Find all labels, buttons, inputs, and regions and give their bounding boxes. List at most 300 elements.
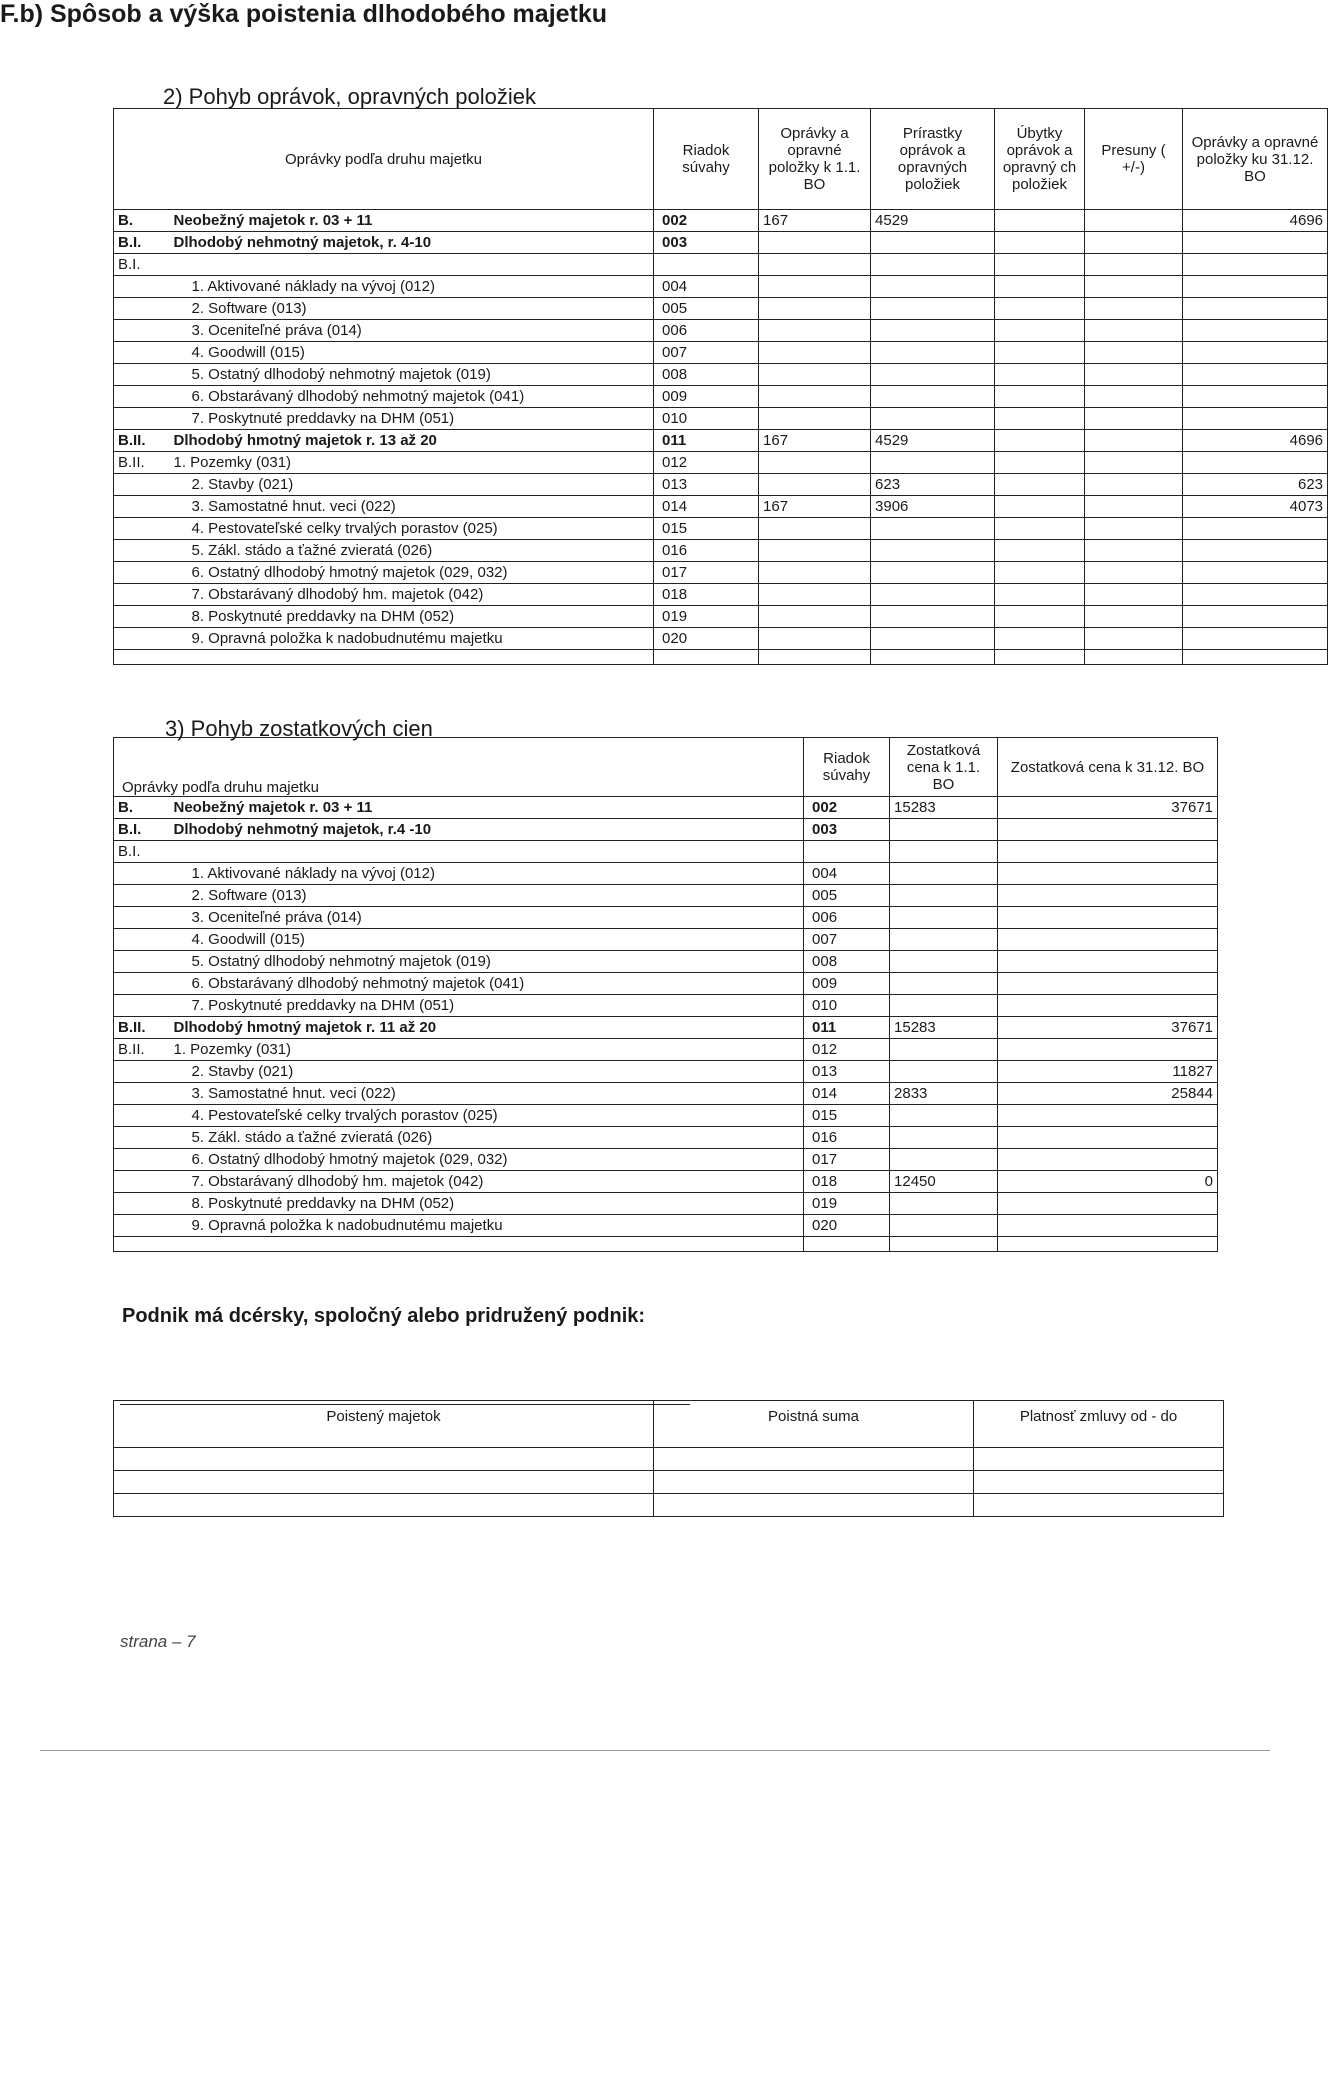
cell-increase: 623 (871, 474, 995, 496)
row-number: 013 (804, 1061, 890, 1083)
cell-closing (998, 819, 1218, 841)
cell-opening (890, 973, 998, 995)
cell-closing: 37671 (998, 797, 1218, 819)
cell-decrease (995, 320, 1085, 342)
table-row (114, 606, 1328, 628)
cell-closing (998, 973, 1218, 995)
cell-decrease (995, 430, 1085, 452)
subsidiary-question: Podnik má dcérsky, spoločný alebo pridružený podnik: (122, 1305, 646, 1327)
table-cell (114, 1448, 654, 1471)
cell-closing (1183, 364, 1328, 386)
row-section-code (114, 995, 170, 1017)
cell-decrease (995, 584, 1085, 606)
row-label: 6. Ostatný dlhodobý hmotný majetok (029, 032) (170, 1149, 804, 1171)
row-number: 015 (804, 1105, 890, 1127)
row-label: 6. Obstarávaný dlhodobý nehmotný majetok (041) (170, 973, 804, 995)
accumulated-depreciation-table (113, 108, 1328, 665)
row-number: 008 (804, 951, 890, 973)
header-insured-asset: Poistený majetok (114, 1401, 654, 1448)
row-number: 018 (804, 1171, 890, 1193)
table-cell (974, 1494, 1224, 1517)
row-label (170, 254, 654, 276)
cell-increase (871, 276, 995, 298)
header-closing: Zostatková cena k 31.12. BO (998, 738, 1218, 797)
cell-transfer (1085, 474, 1183, 496)
row-section-code (114, 1215, 170, 1237)
cell-transfer (1085, 518, 1183, 540)
cell-opening (890, 819, 998, 841)
row-number: 014 (654, 496, 759, 518)
spacer-cell (890, 1237, 998, 1252)
cell-transfer (1085, 562, 1183, 584)
cell-opening (890, 995, 998, 1017)
row-label: Neobežný majetok r. 03 + 11 (170, 797, 804, 819)
cell-transfer (1085, 276, 1183, 298)
cell-closing: 0 (998, 1171, 1218, 1193)
cell-opening (890, 929, 998, 951)
table-cell (654, 1448, 974, 1471)
cell-increase (871, 386, 995, 408)
table-row (114, 232, 1328, 254)
table-row (114, 584, 1328, 606)
table-row (114, 1017, 1218, 1039)
row-label: 8. Poskytnuté preddavky na DHM (052) (170, 606, 654, 628)
header-row-number: Riadok súvahy (804, 738, 890, 797)
row-number: 019 (804, 1193, 890, 1215)
cell-closing (1183, 342, 1328, 364)
cell-opening (759, 452, 871, 474)
cell-closing: 623 (1183, 474, 1328, 496)
header-decrease: Úbytky oprávok a opravný ch položiek (995, 109, 1085, 210)
row-label: 9. Opravná položka k nadobudnutému majetku (170, 628, 654, 650)
table-row (114, 841, 1218, 863)
row-section-code (114, 907, 170, 929)
row-section-code (114, 1083, 170, 1105)
row-label: 5. Ostatný dlhodobý nehmotný majetok (019) (170, 951, 804, 973)
table-row (114, 995, 1218, 1017)
row-number: 010 (804, 995, 890, 1017)
cell-increase (871, 606, 995, 628)
table-spacer-row (114, 650, 1328, 665)
cell-transfer (1085, 254, 1183, 276)
row-section-code (114, 973, 170, 995)
cell-closing: 37671 (998, 1017, 1218, 1039)
cell-decrease (995, 254, 1085, 276)
row-number: 018 (654, 584, 759, 606)
cell-decrease (995, 408, 1085, 430)
table-row (114, 386, 1328, 408)
row-label: 2. Stavby (021) (170, 1061, 804, 1083)
row-section-code (114, 628, 170, 650)
table-row (114, 496, 1328, 518)
table-row (114, 430, 1328, 452)
cell-opening (759, 408, 871, 430)
cell-decrease (995, 540, 1085, 562)
row-section-code: B. (114, 797, 170, 819)
cell-opening (759, 254, 871, 276)
cell-closing (998, 1127, 1218, 1149)
table-row (114, 1494, 1224, 1517)
row-label: 5. Zákl. stádo a ťažné zvieratá (026) (170, 540, 654, 562)
row-section-code: B.II. (114, 452, 170, 474)
cell-decrease (995, 606, 1085, 628)
row-label: 4. Pestovateľské celky trvalých porastov (025) (170, 518, 654, 540)
row-number: 020 (804, 1215, 890, 1237)
table-row (114, 1039, 1218, 1061)
row-section-code (114, 474, 170, 496)
cell-opening (890, 863, 998, 885)
cell-opening (759, 562, 871, 584)
cell-decrease (995, 342, 1085, 364)
table-row (114, 1127, 1218, 1149)
cell-closing (1183, 386, 1328, 408)
cell-opening (890, 907, 998, 929)
row-section-code (114, 863, 170, 885)
spacer-cell (998, 1237, 1218, 1252)
table-row (114, 474, 1328, 496)
row-number (804, 841, 890, 863)
spacer-cell (170, 1237, 804, 1252)
spacer-cell (1183, 650, 1328, 665)
row-label (170, 841, 804, 863)
table-row (114, 452, 1328, 474)
cell-increase (871, 320, 995, 342)
table-row (114, 1149, 1218, 1171)
row-section-code: B.I. (114, 254, 170, 276)
row-label: 1. Aktivované náklady na vývoj (012) (170, 863, 804, 885)
table-row (114, 1448, 1224, 1471)
cell-increase (871, 518, 995, 540)
cell-opening (759, 298, 871, 320)
cell-increase (871, 408, 995, 430)
table-row (114, 1061, 1218, 1083)
cell-increase (871, 452, 995, 474)
row-label: Dlhodobý hmotný majetok r. 13 až 20 (170, 430, 654, 452)
header-asset-type: Oprávky podľa druhu majetku (114, 738, 804, 797)
cell-opening (759, 386, 871, 408)
row-number: 016 (654, 540, 759, 562)
row-label: Dlhodobý hmotný majetok r. 11 až 20 (170, 1017, 804, 1039)
cell-transfer (1085, 584, 1183, 606)
row-number: 002 (804, 797, 890, 819)
row-label: 7. Obstarávaný dlhodobý hm. majetok (042) (170, 1171, 804, 1193)
table-row (114, 1193, 1218, 1215)
cell-transfer (1085, 628, 1183, 650)
cell-decrease (995, 364, 1085, 386)
header-increase: Prírastky oprávok a opravných položiek (871, 109, 995, 210)
row-label: 2. Software (013) (170, 298, 654, 320)
row-section-code: B.I. (114, 819, 170, 841)
cell-opening (890, 1127, 998, 1149)
cell-opening (890, 1215, 998, 1237)
section-3-title: 3) Pohyb zostatkových cien (165, 716, 433, 741)
header-contract-validity: Platnosť zmluvy od - do (974, 1401, 1224, 1448)
cell-opening: 167 (759, 430, 871, 452)
cell-increase: 4529 (871, 210, 995, 232)
row-number: 014 (804, 1083, 890, 1105)
cell-closing (998, 995, 1218, 1017)
cell-opening (890, 841, 998, 863)
row-label: 8. Poskytnuté preddavky na DHM (052) (170, 1193, 804, 1215)
row-section-code (114, 540, 170, 562)
row-number: 013 (654, 474, 759, 496)
spacer-cell (114, 650, 170, 665)
cell-transfer (1085, 342, 1183, 364)
cell-decrease (995, 276, 1085, 298)
cell-decrease (995, 562, 1085, 584)
cell-increase (871, 232, 995, 254)
table-row (114, 907, 1218, 929)
row-label: 2. Stavby (021) (170, 474, 654, 496)
row-label: 1. Aktivované náklady na vývoj (012) (170, 276, 654, 298)
cell-closing (1183, 584, 1328, 606)
cell-closing (1183, 518, 1328, 540)
residual-value-table (113, 737, 1218, 1252)
row-section-code (114, 1171, 170, 1193)
page-number: strana – 7 (120, 1632, 196, 1651)
row-number: 017 (654, 562, 759, 584)
row-section-code (114, 562, 170, 584)
cell-closing: 4696 (1183, 210, 1328, 232)
cell-closing (1183, 276, 1328, 298)
table-row (114, 254, 1328, 276)
cell-closing (998, 841, 1218, 863)
row-label: 6. Ostatný dlhodobý hmotný majetok (029, 032) (170, 562, 654, 584)
row-number: 003 (654, 232, 759, 254)
cell-decrease (995, 474, 1085, 496)
table-row (114, 1083, 1218, 1105)
row-section-code (114, 298, 170, 320)
cell-increase (871, 628, 995, 650)
spacer-cell (995, 650, 1085, 665)
row-number: 015 (654, 518, 759, 540)
cell-opening (890, 1105, 998, 1127)
cell-decrease (995, 232, 1085, 254)
row-number: 019 (654, 606, 759, 628)
cell-closing (998, 1105, 1218, 1127)
cell-opening: 12450 (890, 1171, 998, 1193)
row-section-code (114, 276, 170, 298)
table-header-row (114, 738, 1218, 797)
cell-decrease (995, 298, 1085, 320)
cell-transfer (1085, 540, 1183, 562)
row-section-code (114, 584, 170, 606)
row-label: 5. Ostatný dlhodobý nehmotný majetok (019) (170, 364, 654, 386)
row-section-code (114, 951, 170, 973)
cell-closing (1183, 540, 1328, 562)
row-section-code: B.II. (114, 1039, 170, 1061)
spacer-cell (1085, 650, 1183, 665)
cell-closing: 11827 (998, 1061, 1218, 1083)
table-cell (654, 1471, 974, 1494)
section-2-title: 2) Pohyb oprávok, opravných položiek (163, 84, 536, 109)
spacer-cell (804, 1237, 890, 1252)
row-label: 1. Pozemky (031) (170, 1039, 804, 1061)
cell-closing (1183, 628, 1328, 650)
table-header-row (114, 109, 1328, 210)
row-section-code (114, 1193, 170, 1215)
cell-opening: 2833 (890, 1083, 998, 1105)
table-row (114, 342, 1328, 364)
table-row (114, 540, 1328, 562)
table-row (114, 951, 1218, 973)
cell-closing: 4073 (1183, 496, 1328, 518)
row-section-code (114, 342, 170, 364)
cell-increase (871, 364, 995, 386)
row-number: 009 (804, 973, 890, 995)
row-label: 7. Poskytnuté preddavky na DHM (051) (170, 408, 654, 430)
row-section-code (114, 885, 170, 907)
table-row (114, 210, 1328, 232)
table-header-row (114, 1401, 1224, 1448)
row-section-code: B.II. (114, 430, 170, 452)
row-number: 010 (654, 408, 759, 430)
cell-decrease (995, 210, 1085, 232)
cell-decrease (995, 628, 1085, 650)
cell-closing: 4696 (1183, 430, 1328, 452)
cell-closing (1183, 452, 1328, 474)
row-label: Neobežný majetok r. 03 + 11 (170, 210, 654, 232)
row-number (654, 254, 759, 276)
cell-closing (998, 885, 1218, 907)
cell-closing (1183, 408, 1328, 430)
cell-decrease (995, 452, 1085, 474)
cell-opening (890, 951, 998, 973)
row-number: 002 (654, 210, 759, 232)
table-row (114, 797, 1218, 819)
cell-transfer (1085, 210, 1183, 232)
cell-closing (1183, 254, 1328, 276)
row-number: 012 (804, 1039, 890, 1061)
row-label: 4. Pestovateľské celky trvalých porastov (025) (170, 1105, 804, 1127)
cell-opening (759, 518, 871, 540)
cell-opening (890, 1193, 998, 1215)
row-label: 5. Zákl. stádo a ťažné zvieratá (026) (170, 1127, 804, 1149)
cell-decrease (995, 386, 1085, 408)
cell-opening (759, 474, 871, 496)
table-row (114, 518, 1328, 540)
row-label: 3. Samostatné hnut. veci (022) (170, 496, 654, 518)
table-row (114, 819, 1218, 841)
row-number: 017 (804, 1149, 890, 1171)
row-number: 007 (804, 929, 890, 951)
row-number: 016 (804, 1127, 890, 1149)
cell-opening (759, 276, 871, 298)
cell-increase (871, 298, 995, 320)
table-cell (114, 1471, 654, 1494)
row-section-code (114, 408, 170, 430)
cell-transfer (1085, 408, 1183, 430)
row-section-code: B.I. (114, 232, 170, 254)
cell-closing: 25844 (998, 1083, 1218, 1105)
cell-closing (998, 1149, 1218, 1171)
row-section-code (114, 364, 170, 386)
header-transfer: Presuny ( +/-) (1085, 109, 1183, 210)
cell-opening (890, 1039, 998, 1061)
table-cell (114, 1494, 654, 1517)
cell-opening (759, 320, 871, 342)
row-number: 003 (804, 819, 890, 841)
cell-transfer (1085, 430, 1183, 452)
row-label: 3. Oceniteľné práva (014) (170, 320, 654, 342)
cell-increase (871, 540, 995, 562)
table-row (114, 929, 1218, 951)
header-asset-type: Oprávky podľa druhu majetku (114, 109, 654, 210)
spacer-cell (170, 650, 654, 665)
table-row (114, 320, 1328, 342)
row-section-code (114, 1105, 170, 1127)
spacer-cell (871, 650, 995, 665)
table-cell (974, 1471, 1224, 1494)
cell-transfer (1085, 386, 1183, 408)
cell-opening (759, 628, 871, 650)
cell-opening: 167 (759, 496, 871, 518)
cell-closing (998, 1193, 1218, 1215)
row-label: 7. Obstarávaný dlhodobý hm. majetok (042) (170, 584, 654, 606)
header-opening: Oprávky a opravné položky k 1.1. BO (759, 109, 871, 210)
table-row (114, 863, 1218, 885)
cell-transfer (1085, 452, 1183, 474)
insurance-table (113, 1400, 1224, 1517)
row-section-code (114, 320, 170, 342)
table-row (114, 628, 1328, 650)
cell-transfer (1085, 364, 1183, 386)
cell-increase (871, 342, 995, 364)
row-number: 006 (804, 907, 890, 929)
cell-increase: 3906 (871, 496, 995, 518)
row-label: 4. Goodwill (015) (170, 342, 654, 364)
cell-opening (759, 584, 871, 606)
table-spacer-row (114, 1237, 1218, 1252)
cell-opening (890, 1061, 998, 1083)
cell-increase (871, 584, 995, 606)
cell-opening: 167 (759, 210, 871, 232)
page-bottom-rule (40, 1750, 1270, 1751)
cell-opening (759, 540, 871, 562)
row-section-code: B.II. (114, 1017, 170, 1039)
section-fb-title: F.b) Spôsob a výška poistenia dlhodobého majetku (0, 0, 608, 28)
cell-opening (759, 364, 871, 386)
row-number: 011 (804, 1017, 890, 1039)
cell-closing (998, 1215, 1218, 1237)
row-section-code: B.I. (114, 841, 170, 863)
cell-closing (998, 907, 1218, 929)
cell-transfer (1085, 232, 1183, 254)
row-section-code (114, 929, 170, 951)
cell-transfer (1085, 320, 1183, 342)
header-opening: Zostatková cena k 1.1. BO (890, 738, 998, 797)
row-number: 006 (654, 320, 759, 342)
spacer-cell (654, 650, 759, 665)
row-section-code (114, 1149, 170, 1171)
cell-closing (1183, 606, 1328, 628)
row-number: 005 (654, 298, 759, 320)
table-row (114, 276, 1328, 298)
header-row-number: Riadok súvahy (654, 109, 759, 210)
cell-opening: 15283 (890, 1017, 998, 1039)
row-label: 1. Pozemky (031) (170, 452, 654, 474)
table-row (114, 562, 1328, 584)
row-label: 7. Poskytnuté preddavky na DHM (051) (170, 995, 804, 1017)
header-insured-sum: Poistná suma (654, 1401, 974, 1448)
table-cell (654, 1494, 974, 1517)
table-row (114, 973, 1218, 995)
row-section-code (114, 1061, 170, 1083)
cell-closing (1183, 562, 1328, 584)
cell-closing (1183, 232, 1328, 254)
cell-transfer (1085, 298, 1183, 320)
row-number: 009 (654, 386, 759, 408)
